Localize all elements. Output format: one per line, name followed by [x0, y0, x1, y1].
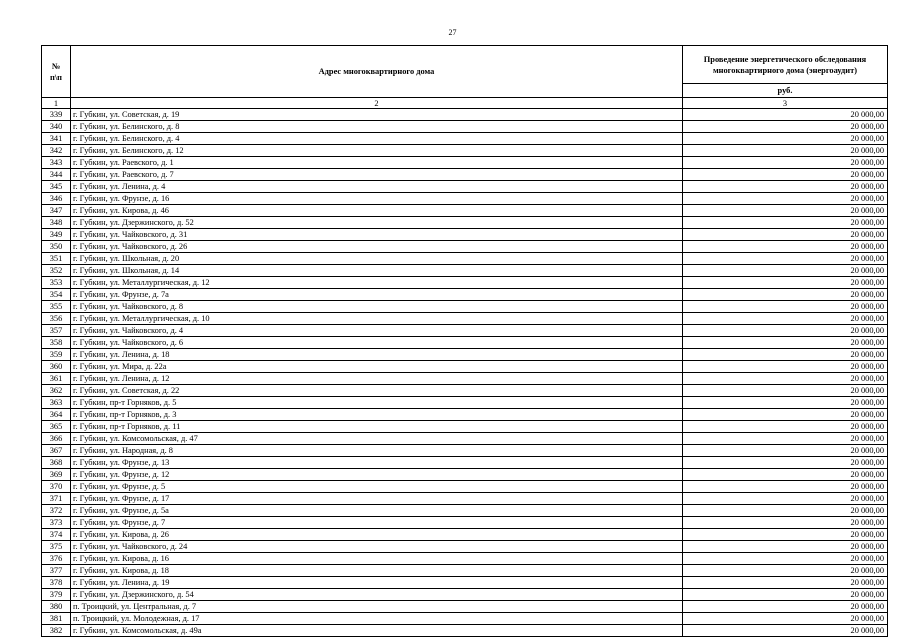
row-number: 382 — [42, 625, 71, 637]
table-row — [42, 553, 888, 565]
table-row — [42, 313, 888, 325]
row-amount: 20 000,00 — [683, 217, 888, 229]
header-unit: руб. — [683, 84, 888, 98]
row-number: 377 — [42, 565, 71, 577]
table-row — [42, 589, 888, 601]
row-address: г. Губкин, ул. Кирова, д. 16 — [71, 553, 683, 565]
row-amount: 20 000,00 — [683, 241, 888, 253]
table-row — [42, 241, 888, 253]
table-row — [42, 613, 888, 625]
table-row — [42, 253, 888, 265]
row-amount: 20 000,00 — [683, 529, 888, 541]
row-number: 378 — [42, 577, 71, 589]
header-number: № п\п — [42, 46, 71, 98]
row-number: 357 — [42, 325, 71, 337]
row-amount: 20 000,00 — [683, 145, 888, 157]
row-address: г. Губкин, ул. Фрунзе, д. 12 — [71, 469, 683, 481]
row-number: 356 — [42, 313, 71, 325]
row-address: г. Губкин, ул. Ленина, д. 19 — [71, 577, 683, 589]
row-number: 345 — [42, 181, 71, 193]
row-number: 343 — [42, 157, 71, 169]
table-row — [42, 349, 888, 361]
page-number: 27 — [448, 28, 457, 37]
table-row — [42, 265, 888, 277]
table-row — [42, 229, 888, 241]
row-amount: 20 000,00 — [683, 277, 888, 289]
row-address: г. Губкин, ул. Чайковского, д. 31 — [71, 229, 683, 241]
table-row — [42, 481, 888, 493]
row-address: г. Губкин, ул. Раевского, д. 1 — [71, 157, 683, 169]
row-number: 376 — [42, 553, 71, 565]
row-address: г. Губкин, ул. Фрунзе, д. 7 — [71, 517, 683, 529]
row-number: 367 — [42, 445, 71, 457]
table-row — [42, 373, 888, 385]
row-number: 354 — [42, 289, 71, 301]
row-amount: 20 000,00 — [683, 361, 888, 373]
table-row — [42, 409, 888, 421]
row-address: г. Губкин, ул. Белинского, д. 12 — [71, 145, 683, 157]
row-amount: 20 000,00 — [683, 625, 888, 637]
row-amount: 20 000,00 — [683, 337, 888, 349]
row-address: г. Губкин, ул. Дзержинского, д. 52 — [71, 217, 683, 229]
table-row — [42, 505, 888, 517]
row-address: г. Губкин, ул. Ленина, д. 12 — [71, 373, 683, 385]
row-amount: 20 000,00 — [683, 253, 888, 265]
table-row — [42, 193, 888, 205]
row-number: 372 — [42, 505, 71, 517]
table-row — [42, 421, 888, 433]
row-number: 373 — [42, 517, 71, 529]
table-row — [42, 109, 888, 121]
row-amount: 20 000,00 — [683, 325, 888, 337]
table-row — [42, 337, 888, 349]
row-number: 352 — [42, 265, 71, 277]
table-row — [42, 601, 888, 613]
row-amount: 20 000,00 — [683, 313, 888, 325]
row-number: 380 — [42, 601, 71, 613]
row-amount: 20 000,00 — [683, 133, 888, 145]
row-address: г. Губкин, ул. Фрунзе, д. 13 — [71, 457, 683, 469]
row-number: 368 — [42, 457, 71, 469]
table-row — [42, 577, 888, 589]
header-address: Адрес многоквартирного дома — [71, 46, 683, 98]
row-number: 353 — [42, 277, 71, 289]
row-amount: 20 000,00 — [683, 373, 888, 385]
row-number: 347 — [42, 205, 71, 217]
row-address: г. Губкин, ул. Советская, д. 22 — [71, 385, 683, 397]
row-amount: 20 000,00 — [683, 265, 888, 277]
row-address: г. Губкин, пр-т Горняков, д. 5 — [71, 397, 683, 409]
table-row — [42, 493, 888, 505]
row-amount: 20 000,00 — [683, 409, 888, 421]
table-header-row — [42, 46, 888, 84]
row-number: 365 — [42, 421, 71, 433]
row-number: 351 — [42, 253, 71, 265]
row-number: 349 — [42, 229, 71, 241]
row-amount: 20 000,00 — [683, 589, 888, 601]
row-number: 344 — [42, 169, 71, 181]
table-row — [42, 277, 888, 289]
row-number: 375 — [42, 541, 71, 553]
table-row — [42, 325, 888, 337]
row-number: 350 — [42, 241, 71, 253]
table-row — [42, 565, 888, 577]
row-address: г. Губкин, ул. Чайковского, д. 8 — [71, 301, 683, 313]
row-address: г. Губкин, ул. Комсомольская, д. 49а — [71, 625, 683, 637]
row-address: п. Троицкий, ул. Центральная, д. 7 — [71, 601, 683, 613]
row-address: г. Губкин, ул. Металлургическая, д. 10 — [71, 313, 683, 325]
row-number: 361 — [42, 373, 71, 385]
row-address: п. Троицкий, ул. Молодежная, д. 17 — [71, 613, 683, 625]
row-amount: 20 000,00 — [683, 193, 888, 205]
row-number: 341 — [42, 133, 71, 145]
row-amount: 20 000,00 — [683, 229, 888, 241]
row-amount: 20 000,00 — [683, 577, 888, 589]
table-row — [42, 181, 888, 193]
row-address: г. Губкин, ул. Чайковского, д. 24 — [71, 541, 683, 553]
row-address: г. Губкин, ул. Дзержинского, д. 54 — [71, 589, 683, 601]
row-amount: 20 000,00 — [683, 553, 888, 565]
row-address: г. Губкин, ул. Фрунзе, д. 7а — [71, 289, 683, 301]
index-1: 1 — [42, 98, 71, 109]
row-address: г. Губкин, ул. Советская, д. 19 — [71, 109, 683, 121]
row-amount: 20 000,00 — [683, 157, 888, 169]
table-row — [42, 445, 888, 457]
table-row — [42, 301, 888, 313]
houses-table — [41, 45, 888, 637]
row-number: 366 — [42, 433, 71, 445]
row-address: г. Губкин, ул. Кирова, д. 26 — [71, 529, 683, 541]
row-address: г. Губкин, пр-т Горняков, д. 11 — [71, 421, 683, 433]
table-row — [42, 517, 888, 529]
index-3: 3 — [683, 98, 888, 109]
table-row — [42, 157, 888, 169]
table-row — [42, 169, 888, 181]
row-number: 360 — [42, 361, 71, 373]
row-amount: 20 000,00 — [683, 505, 888, 517]
row-address: г. Губкин, ул. Кирова, д. 46 — [71, 205, 683, 217]
row-number: 340 — [42, 121, 71, 133]
table-row — [42, 217, 888, 229]
row-address: г. Губкин, ул. Школьная, д. 14 — [71, 265, 683, 277]
row-number: 358 — [42, 337, 71, 349]
row-address: г. Губкин, ул. Чайковского, д. 26 — [71, 241, 683, 253]
table-row — [42, 361, 888, 373]
row-amount: 20 000,00 — [683, 481, 888, 493]
row-amount: 20 000,00 — [683, 601, 888, 613]
row-amount: 20 000,00 — [683, 541, 888, 553]
row-number: 371 — [42, 493, 71, 505]
header-energy-audit: Проведение энергетического обследования многоквартирного дома (энергоаудит) — [683, 46, 888, 84]
row-amount: 20 000,00 — [683, 301, 888, 313]
row-amount: 20 000,00 — [683, 445, 888, 457]
row-number: 346 — [42, 193, 71, 205]
table-row — [42, 133, 888, 145]
row-address: г. Губкин, ул. Фрунзе, д. 16 — [71, 193, 683, 205]
row-amount: 20 000,00 — [683, 121, 888, 133]
row-number: 379 — [42, 589, 71, 601]
row-number: 370 — [42, 481, 71, 493]
row-address: г. Губкин, ул. Чайковского, д. 4 — [71, 325, 683, 337]
row-address: г. Губкин, пр-т Горняков, д. 3 — [71, 409, 683, 421]
row-number: 362 — [42, 385, 71, 397]
row-address: г. Губкин, ул. Комсомольская, д. 47 — [71, 433, 683, 445]
row-amount: 20 000,00 — [683, 517, 888, 529]
row-address: г. Губкин, ул. Фрунзе, д. 17 — [71, 493, 683, 505]
row-address: г. Губкин, ул. Раевского, д. 7 — [71, 169, 683, 181]
row-number: 348 — [42, 217, 71, 229]
table-row — [42, 469, 888, 481]
table-row — [42, 457, 888, 469]
table-row — [42, 541, 888, 553]
table-row — [42, 289, 888, 301]
row-amount: 20 000,00 — [683, 433, 888, 445]
table-row — [42, 625, 888, 637]
row-amount: 20 000,00 — [683, 181, 888, 193]
table-row — [42, 433, 888, 445]
row-amount: 20 000,00 — [683, 109, 888, 121]
row-address: г. Губкин, ул. Народная, д. 8 — [71, 445, 683, 457]
row-amount: 20 000,00 — [683, 289, 888, 301]
row-number: 342 — [42, 145, 71, 157]
row-amount: 20 000,00 — [683, 205, 888, 217]
row-amount: 20 000,00 — [683, 493, 888, 505]
row-amount: 20 000,00 — [683, 421, 888, 433]
row-number: 355 — [42, 301, 71, 313]
row-amount: 20 000,00 — [683, 565, 888, 577]
table-row — [42, 385, 888, 397]
table-row — [42, 205, 888, 217]
row-number: 381 — [42, 613, 71, 625]
row-address: г. Губкин, ул. Белинского, д. 4 — [71, 133, 683, 145]
row-amount: 20 000,00 — [683, 457, 888, 469]
row-number: 374 — [42, 529, 71, 541]
row-address: г. Губкин, ул. Ленина, д. 4 — [71, 181, 683, 193]
row-amount: 20 000,00 — [683, 613, 888, 625]
row-number: 364 — [42, 409, 71, 421]
row-address: г. Губкин, ул. Мира, д. 22а — [71, 361, 683, 373]
row-address: г. Губкин, ул. Школьная, д. 20 — [71, 253, 683, 265]
row-address: г. Губкин, ул. Кирова, д. 18 — [71, 565, 683, 577]
row-number: 363 — [42, 397, 71, 409]
table-row — [42, 529, 888, 541]
row-amount: 20 000,00 — [683, 349, 888, 361]
row-amount: 20 000,00 — [683, 397, 888, 409]
table-row — [42, 397, 888, 409]
row-address: г. Губкин, ул. Фрунзе, д. 5а — [71, 505, 683, 517]
row-amount: 20 000,00 — [683, 169, 888, 181]
row-amount: 20 000,00 — [683, 469, 888, 481]
row-number: 339 — [42, 109, 71, 121]
row-address: г. Губкин, ул. Ленина, д. 18 — [71, 349, 683, 361]
table-row — [42, 121, 888, 133]
index-2: 2 — [71, 98, 683, 109]
table-row — [42, 145, 888, 157]
table-index-row — [42, 98, 888, 109]
row-address: г. Губкин, ул. Чайковского, д. 6 — [71, 337, 683, 349]
row-number: 359 — [42, 349, 71, 361]
row-number: 369 — [42, 469, 71, 481]
row-address: г. Губкин, ул. Фрунзе, д. 5 — [71, 481, 683, 493]
row-amount: 20 000,00 — [683, 385, 888, 397]
row-address: г. Губкин, ул. Белинского, д. 8 — [71, 121, 683, 133]
row-address: г. Губкин, ул. Металлургическая, д. 12 — [71, 277, 683, 289]
